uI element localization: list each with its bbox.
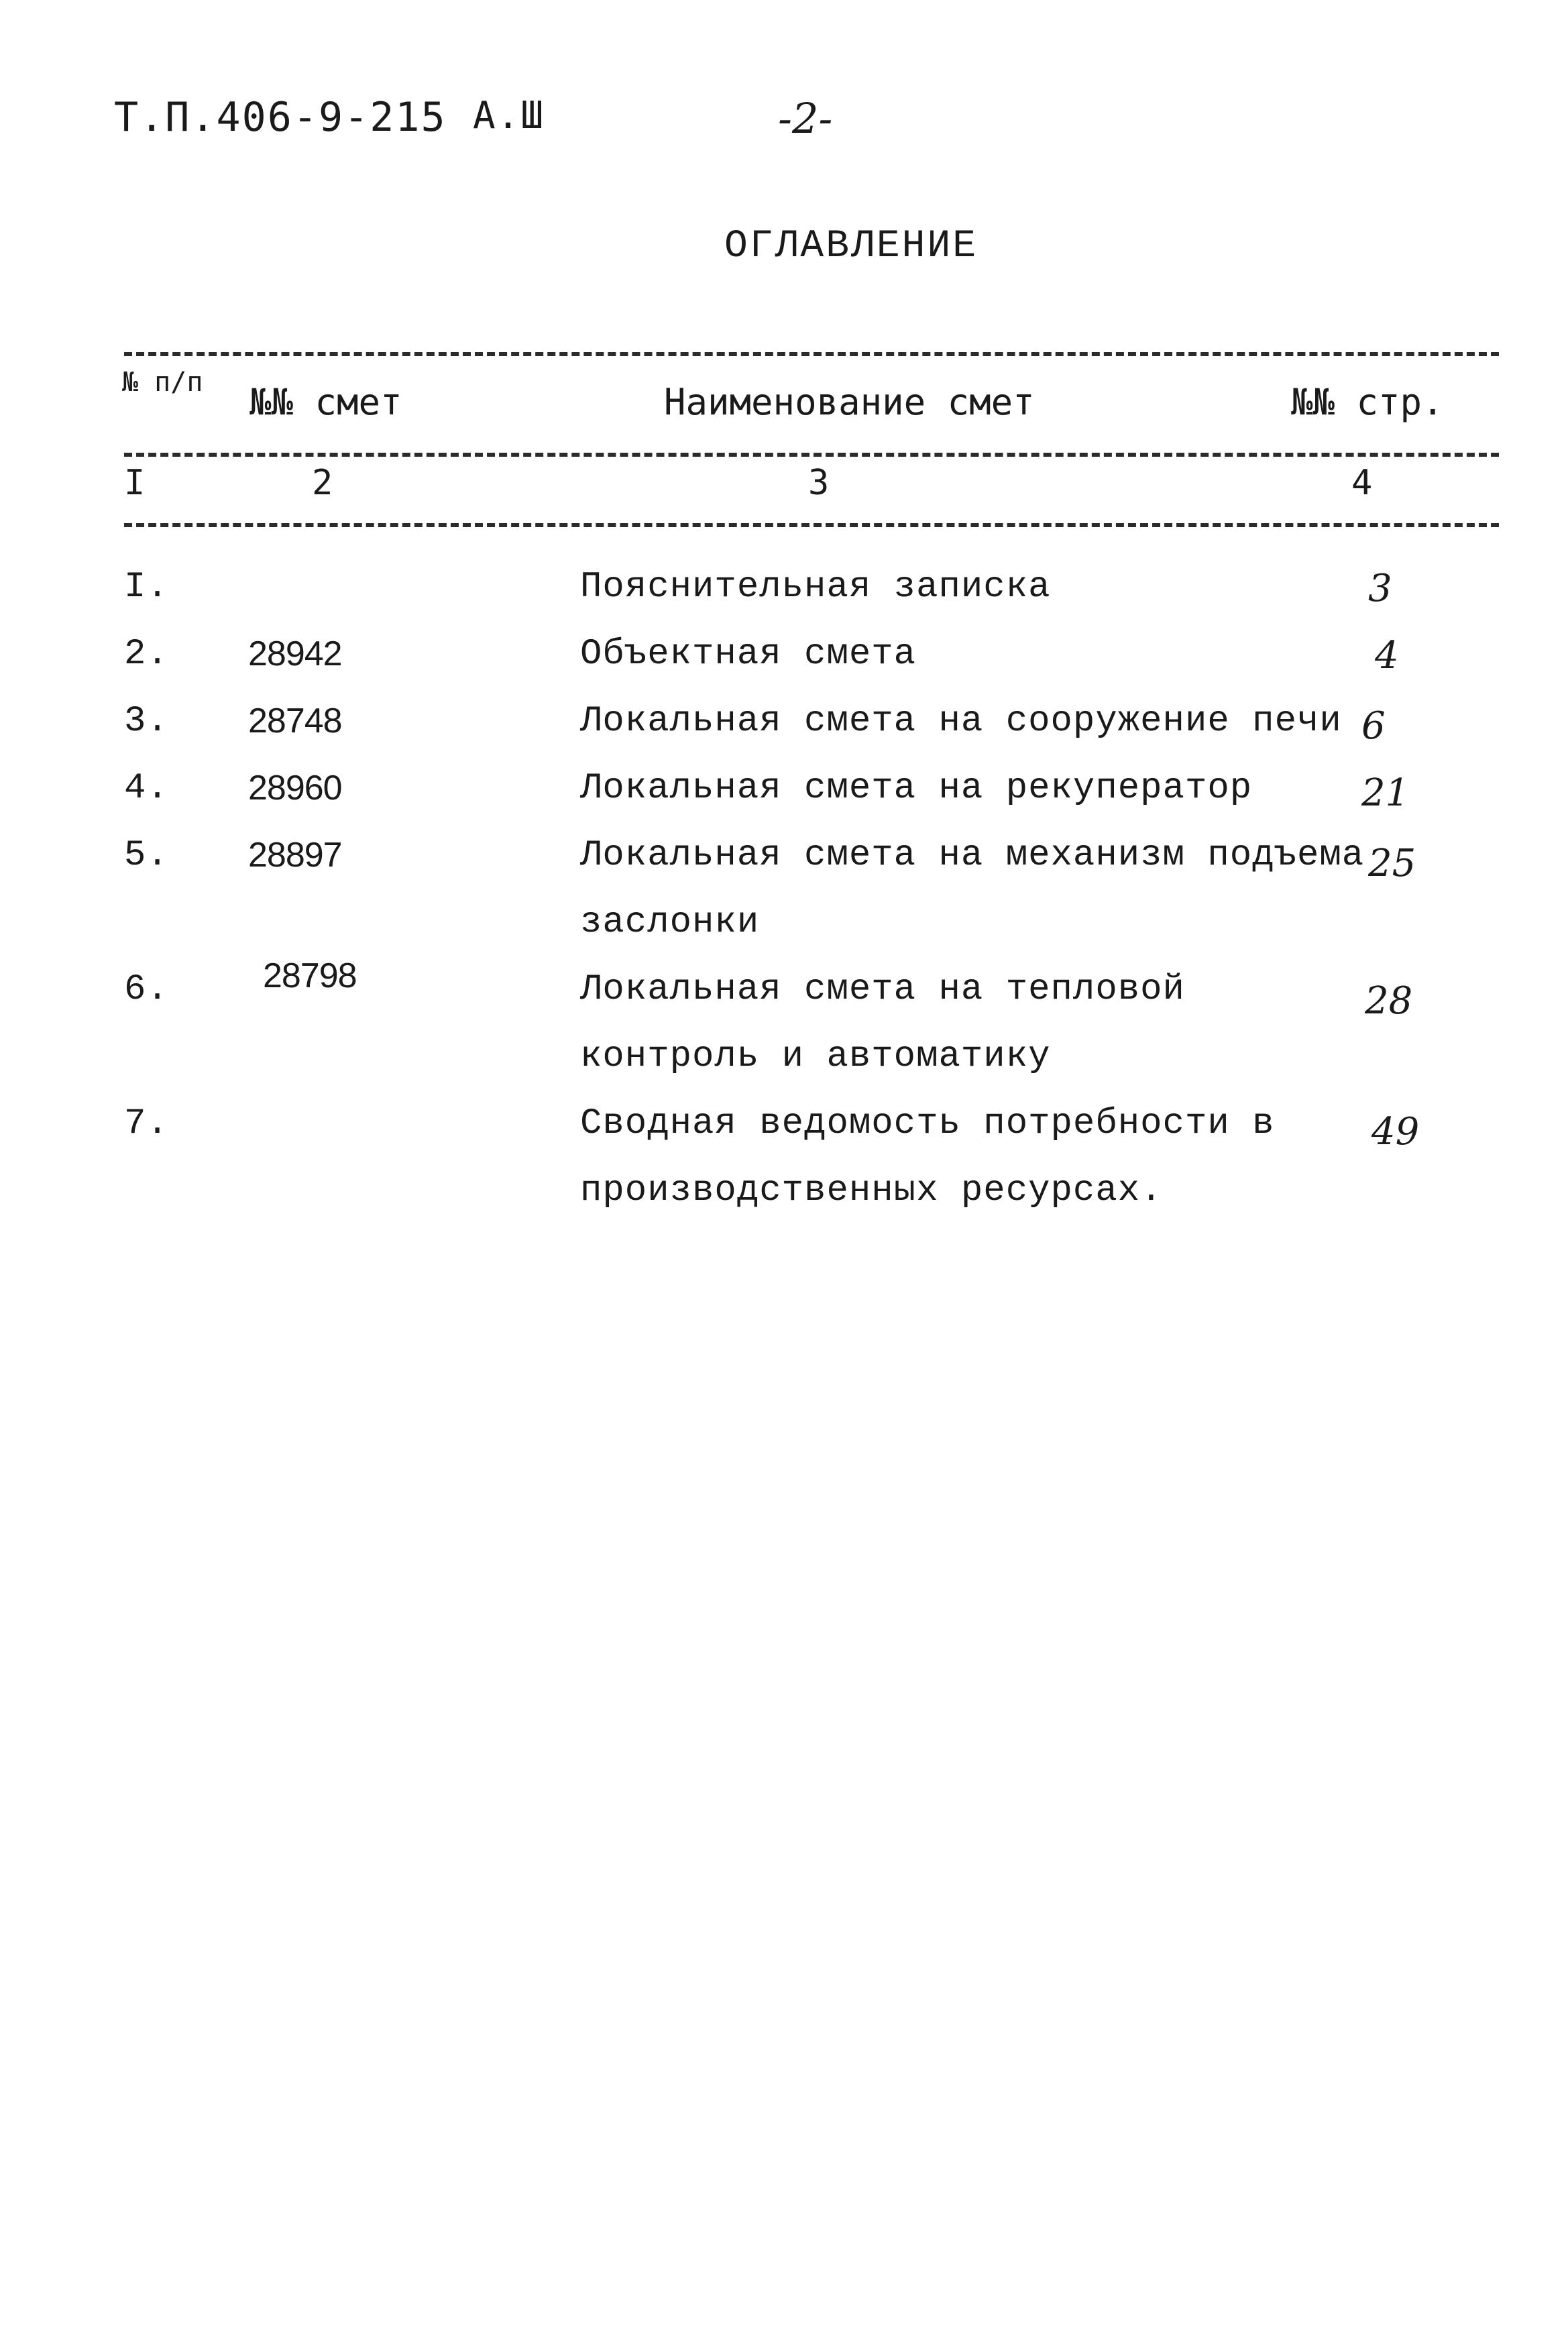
column-number-1: I (124, 463, 146, 503)
table-column-numbers-rule (124, 523, 1499, 527)
row-number: 3. (124, 701, 169, 742)
row-page: 3 (1368, 567, 1392, 610)
row-name-continued: контроль и автоматику (580, 1036, 1051, 1077)
document-title: ОГЛАВЛЕНИЕ (724, 225, 978, 268)
row-page: 49 (1371, 1110, 1420, 1154)
row-name: Сводная ведомость потребности в (580, 1103, 1275, 1144)
page-number: -2- (778, 94, 833, 143)
row-page: 6 (1361, 704, 1386, 748)
column-header-estimate-no: №№ смет (249, 381, 402, 423)
row-estimate-no: 28798 (263, 956, 357, 995)
row-name: Локальная смета на тепловой (580, 969, 1185, 1010)
row-number: 6. (124, 969, 169, 1010)
column-number-4: 4 (1351, 463, 1373, 503)
row-estimate-no: 28897 (248, 836, 342, 875)
table-top-rule (124, 352, 1499, 356)
row-name-continued: заслонки (580, 902, 760, 943)
column-header-name: Наименование смет (664, 381, 1035, 423)
row-page: 4 (1375, 634, 1399, 677)
row-name: Объектная смета (580, 634, 917, 675)
row-number: 2. (124, 634, 169, 675)
row-estimate-no: 28748 (248, 702, 342, 740)
row-page: 28 (1365, 979, 1413, 1023)
document-code: Т.П.406-9-215 (114, 94, 447, 141)
column-header-page: №№ стр. (1291, 381, 1444, 423)
row-estimate-no: 28960 (248, 769, 342, 808)
row-number: 4. (124, 768, 169, 809)
column-header-num: № п/п (122, 367, 203, 398)
column-number-2: 2 (312, 463, 333, 503)
row-number: 7. (124, 1103, 169, 1144)
row-number: I. (124, 567, 169, 608)
column-number-3: 3 (808, 463, 830, 503)
row-estimate-no: 28942 (248, 634, 342, 673)
row-name: Локальная смета на сооружение печи (580, 701, 1342, 742)
row-name: Локальная смета на рекуператор (580, 768, 1253, 809)
row-page: 25 (1368, 842, 1416, 885)
row-page: 21 (1361, 771, 1410, 815)
row-name: Пояснительная записка (580, 567, 1051, 608)
row-name: Локальная смета на механизм подъема (580, 835, 1365, 876)
sheet-label: А.Ш (473, 94, 545, 137)
table-header-rule (124, 453, 1499, 457)
row-name-continued: производственных ресурсах. (580, 1170, 1163, 1211)
row-number: 5. (124, 835, 169, 876)
